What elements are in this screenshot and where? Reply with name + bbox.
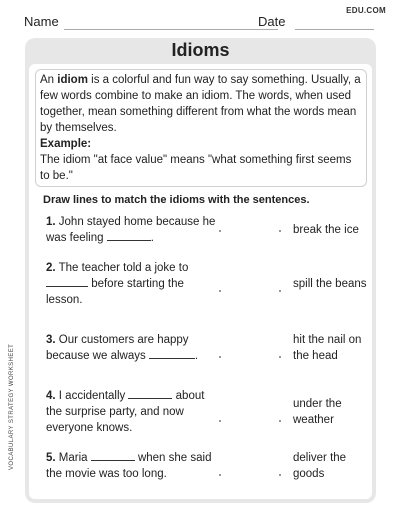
item-text-after: before starting the lesson.: [46, 278, 184, 306]
item-text-after: when she said the movie was too long.: [46, 452, 212, 480]
match-dot-right[interactable]: [279, 474, 281, 476]
sentence-item: [46, 450, 216, 482]
example-text: The idiom "at face value" means "what something first seems to be.": [40, 154, 352, 182]
sentence-item: [46, 388, 216, 436]
item-text-before: Our customers are happy because we always: [46, 334, 189, 362]
sidebar-caption: VOCABULARY STRATEGY WORKSHEET: [9, 343, 15, 470]
worksheet-panel: [25, 38, 376, 503]
item-text-after: .: [194, 350, 199, 362]
name-line: [64, 29, 278, 30]
item-number: 4.: [46, 390, 56, 402]
sentence-item: [46, 214, 216, 246]
sentence-item: [46, 260, 216, 308]
intro-box: [35, 69, 367, 187]
match-dot-left[interactable]: [219, 290, 221, 292]
name-label: Name: [24, 14, 59, 29]
item-text-after: .: [150, 232, 154, 244]
item-number: 1.: [46, 216, 56, 228]
match-dot-right[interactable]: [279, 230, 281, 232]
answer-blank: [46, 276, 88, 287]
intro-text-a: An: [40, 74, 58, 86]
item-text-after: about the surprise party, and now everyone knows.: [46, 390, 205, 434]
example-label: Example:: [40, 138, 92, 150]
intro-idiom-bold: idiom: [57, 74, 88, 86]
sentence-item: [46, 332, 216, 364]
answer-blank: [91, 450, 135, 461]
date-line: [295, 29, 374, 30]
idiom-option: spill the beans: [293, 278, 367, 290]
item-number: 2.: [46, 262, 56, 274]
idiom-option: deliver the goods: [293, 452, 347, 480]
idiom-option: under the weather: [293, 398, 342, 426]
answer-blank: [149, 348, 195, 359]
match-dot-right[interactable]: [279, 356, 281, 358]
match-dot-right[interactable]: [279, 290, 281, 292]
intro-paragraph: [40, 72, 362, 136]
answer-blank: [107, 230, 151, 241]
idiom-option: break the ice: [293, 224, 359, 236]
page-title: Idioms: [171, 40, 230, 60]
item-text-before: The teacher told a joke to: [55, 262, 189, 274]
item-number: 3.: [46, 334, 56, 346]
item-text-before: I accidentally: [55, 390, 129, 402]
instructions: Draw lines to match the idioms with the sentences.: [43, 194, 310, 206]
answer-blank: [128, 388, 172, 399]
intro-text-b: is a colorful and fun way to say something. Usually, a few words combine to make an idiom. The words, when used together, mean something different from what the words mean by themselves.: [40, 74, 361, 134]
match-dot-left[interactable]: [219, 420, 221, 422]
match-dot-right[interactable]: [279, 420, 281, 422]
item-number: 5.: [46, 452, 56, 464]
brand-logo: EDU.COM: [346, 6, 386, 15]
date-label: Date: [258, 14, 286, 29]
match-dot-left[interactable]: [219, 356, 221, 358]
idiom-option: hit the nail on the head: [293, 334, 362, 362]
header-row: [24, 14, 374, 34]
item-text-before: John stayed home because he was feeling: [46, 216, 216, 244]
item-text-before: Maria: [55, 452, 91, 464]
match-dot-left[interactable]: [219, 230, 221, 232]
worksheet-content: [29, 64, 372, 499]
match-dot-left[interactable]: [219, 474, 221, 476]
